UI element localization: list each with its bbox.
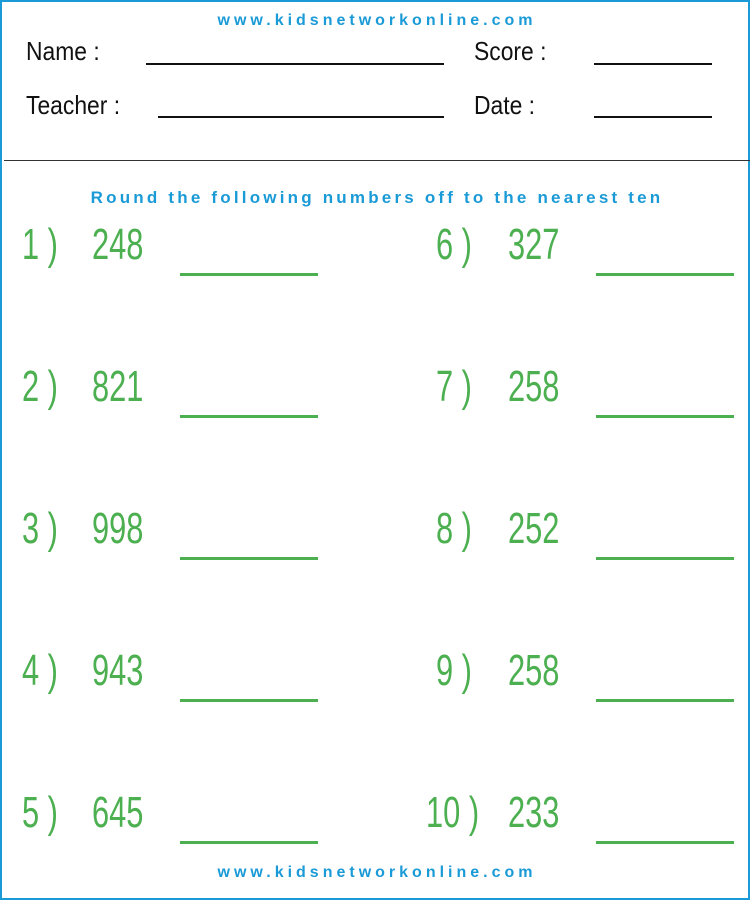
header-divider bbox=[4, 160, 750, 161]
answer-line bbox=[596, 273, 734, 276]
problem-value: 943 bbox=[92, 646, 144, 695]
problem-value: 821 bbox=[92, 362, 144, 411]
problem-number: 8 ) bbox=[436, 504, 472, 553]
problem-10 bbox=[422, 786, 742, 846]
score-label: Score : bbox=[474, 36, 547, 66]
problem-2 bbox=[22, 360, 342, 420]
problem-value: 258 bbox=[508, 362, 560, 411]
problem-value: 252 bbox=[508, 504, 560, 553]
name-label: Name : bbox=[26, 36, 100, 66]
problem-9 bbox=[422, 644, 742, 704]
problem-value: 645 bbox=[92, 788, 144, 837]
problem-1 bbox=[22, 218, 342, 278]
problem-number: 9 ) bbox=[436, 646, 472, 695]
instruction-text: Round the following numbers off to the nearest ten bbox=[90, 188, 664, 207]
problem-number: 7 ) bbox=[436, 362, 472, 411]
problem-8 bbox=[422, 502, 742, 562]
problem-6 bbox=[422, 218, 742, 278]
answer-line bbox=[180, 415, 318, 418]
footer-site-url: www.kidsnetworkonline.com bbox=[217, 864, 537, 881]
problem-number: 1 ) bbox=[22, 220, 58, 269]
answer-line bbox=[596, 557, 734, 560]
name-line bbox=[146, 63, 444, 65]
problem-value: 327 bbox=[508, 220, 560, 269]
problem-5 bbox=[22, 786, 342, 846]
teacher-line bbox=[158, 116, 444, 118]
problem-number: 5 ) bbox=[22, 788, 58, 837]
problem-3 bbox=[22, 502, 342, 562]
answer-line bbox=[596, 841, 734, 844]
score-line bbox=[594, 63, 712, 65]
header-site-url: www.kidsnetworkonline.com bbox=[217, 12, 537, 29]
problem-value: 248 bbox=[92, 220, 144, 269]
problem-value: 258 bbox=[508, 646, 560, 695]
answer-line bbox=[596, 415, 734, 418]
problem-value: 233 bbox=[508, 788, 560, 837]
answer-line bbox=[180, 699, 318, 702]
problem-number: 6 ) bbox=[436, 220, 472, 269]
answer-line bbox=[180, 841, 318, 844]
answer-line bbox=[180, 557, 318, 560]
teacher-label: Teacher : bbox=[26, 90, 121, 120]
answer-line bbox=[180, 273, 318, 276]
problem-4 bbox=[22, 644, 342, 704]
problem-value: 998 bbox=[92, 504, 144, 553]
date-label: Date : bbox=[474, 90, 536, 120]
problem-number: 10 ) bbox=[426, 788, 480, 837]
problem-7 bbox=[422, 360, 742, 420]
problem-number: 4 ) bbox=[22, 646, 58, 695]
answer-line bbox=[596, 699, 734, 702]
problem-number: 3 ) bbox=[22, 504, 58, 553]
problem-number: 2 ) bbox=[22, 362, 58, 411]
date-line bbox=[594, 116, 712, 118]
